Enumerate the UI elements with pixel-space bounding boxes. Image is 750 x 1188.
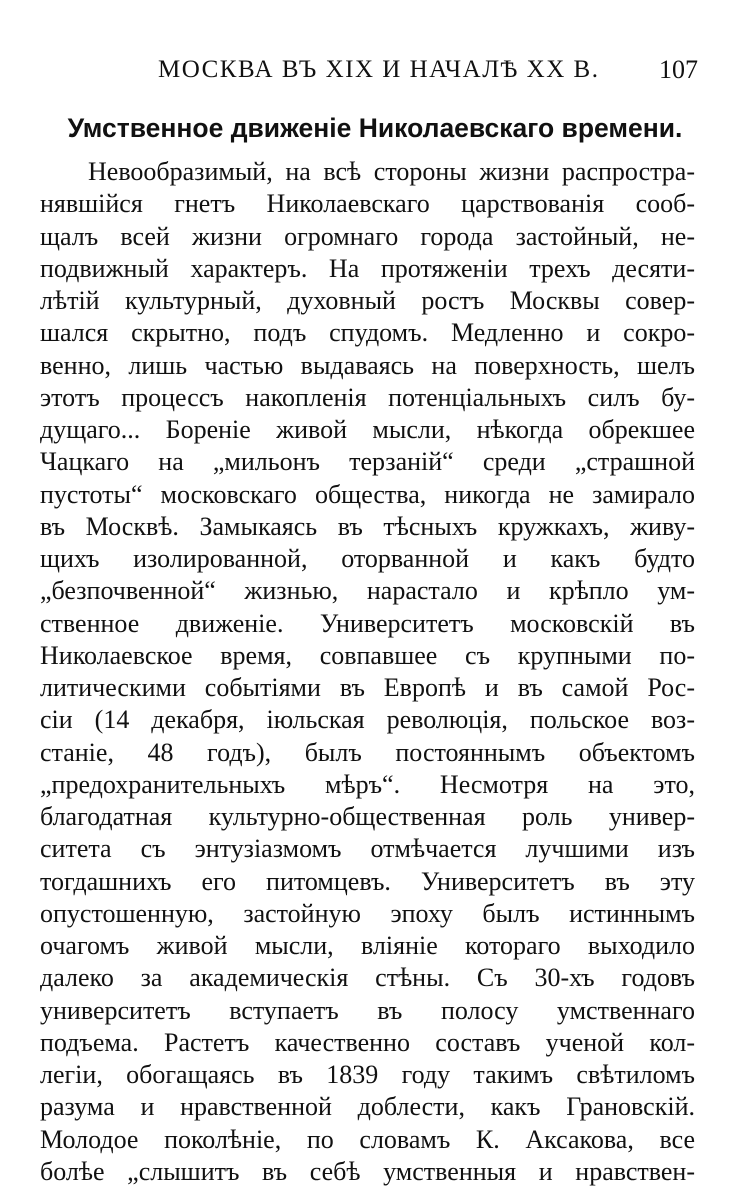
- text-line: Невообразимый, на всѣ стороны жизни распростра-: [88, 157, 695, 186]
- text-line: университетъ вступаетъ въ полосу умственнаго: [40, 995, 695, 1025]
- text-line: Николаевское время, совпавшее съ крупными по-: [40, 640, 695, 670]
- text-line: щихъ изолированной, оторванной и какъ будто: [40, 544, 695, 573]
- text-line: легіи, обогащаясь въ 1839 году такимъ свѣтиломъ: [40, 1060, 695, 1089]
- text-line: Чацкаго на „мильонъ терзаній“ среди „страшной: [40, 447, 695, 477]
- text-line: въ Москвѣ. Замыкаясь въ тѣсныхъ кружкахъ, живу-: [40, 511, 695, 541]
- text-line: ственное движеніе. Университетъ московскій въ: [40, 608, 695, 638]
- text-line: станіе, 48 годъ), былъ постояннымъ объектомъ: [40, 737, 695, 767]
- text-line: лѣтій культурный, духовный ростъ Москвы совер-: [40, 286, 695, 315]
- running-header: [40, 52, 710, 92]
- text-line: дущаго... Бореніе живой мысли, нѣкогда обрекшее: [40, 415, 695, 444]
- running-title: МОСКВА ВЪ XIX И НАЧАЛѢ XX В.: [158, 56, 600, 83]
- text-line: разума и нравственной доблести, какъ Грановскій.: [40, 1092, 695, 1122]
- body-text: [40, 156, 695, 1188]
- text-line: болѣе „слышитъ въ себѣ умственныя и нравствен-: [40, 1156, 695, 1186]
- text-line: литическими событіями въ Европѣ и въ самой Рос-: [40, 673, 695, 702]
- text-line: „предохранительныхъ мѣръ“. Несмотря на это,: [40, 769, 695, 799]
- text-line: „безпочвенной“ жизнью, нарастало и крѣпло ум-: [40, 576, 695, 606]
- text-line: шался скрытно, подъ спудомъ. Медленно и сокро-: [40, 318, 695, 348]
- text-line: опустошенную, застойную эпоху былъ истиннымъ: [40, 898, 695, 928]
- text-line: подъема. Растетъ качественно составъ ученой кол-: [40, 1027, 695, 1057]
- page-number: 107: [659, 55, 698, 84]
- text-line: этотъ процессъ накопленія потенціальныхъ силъ бу-: [40, 382, 695, 412]
- text-line: ситета съ энтузіазмомъ отмѣчается лучшими изъ: [40, 834, 695, 864]
- text-line: подвижный характеръ. На протяженіи трехъ десяти-: [40, 253, 695, 283]
- text-line: Молодое поколѣніе, по словамъ К. Аксакова, все: [40, 1124, 695, 1154]
- text-line: сіи (14 декабря, іюльская революція, польское воз-: [40, 705, 695, 735]
- text-line: далеко за академическія стѣны. Съ 30-хъ годовъ: [40, 963, 695, 993]
- text-line: тогдашнихъ его питомцевъ. Университетъ въ эту: [40, 866, 695, 896]
- text-line: пустоты“ московскаго общества, никогда не замирало: [40, 479, 695, 509]
- text-line: очагомъ живой мысли, вліяніе котораго выходило: [40, 931, 695, 960]
- section-heading: Умственное движеніе Николаевскаго времени.: [67, 113, 683, 143]
- text-line: венно, лишь частью выдаваясь на поверхность, шелъ: [40, 350, 695, 380]
- text-line: благодатная культурно-общественная роль универ-: [40, 802, 695, 831]
- text-line: нявшійся гнетъ Николаевскаго царствованія сооб-: [40, 189, 695, 219]
- text-line: щалъ всей жизни огромнаго города застойный, не-: [40, 221, 695, 251]
